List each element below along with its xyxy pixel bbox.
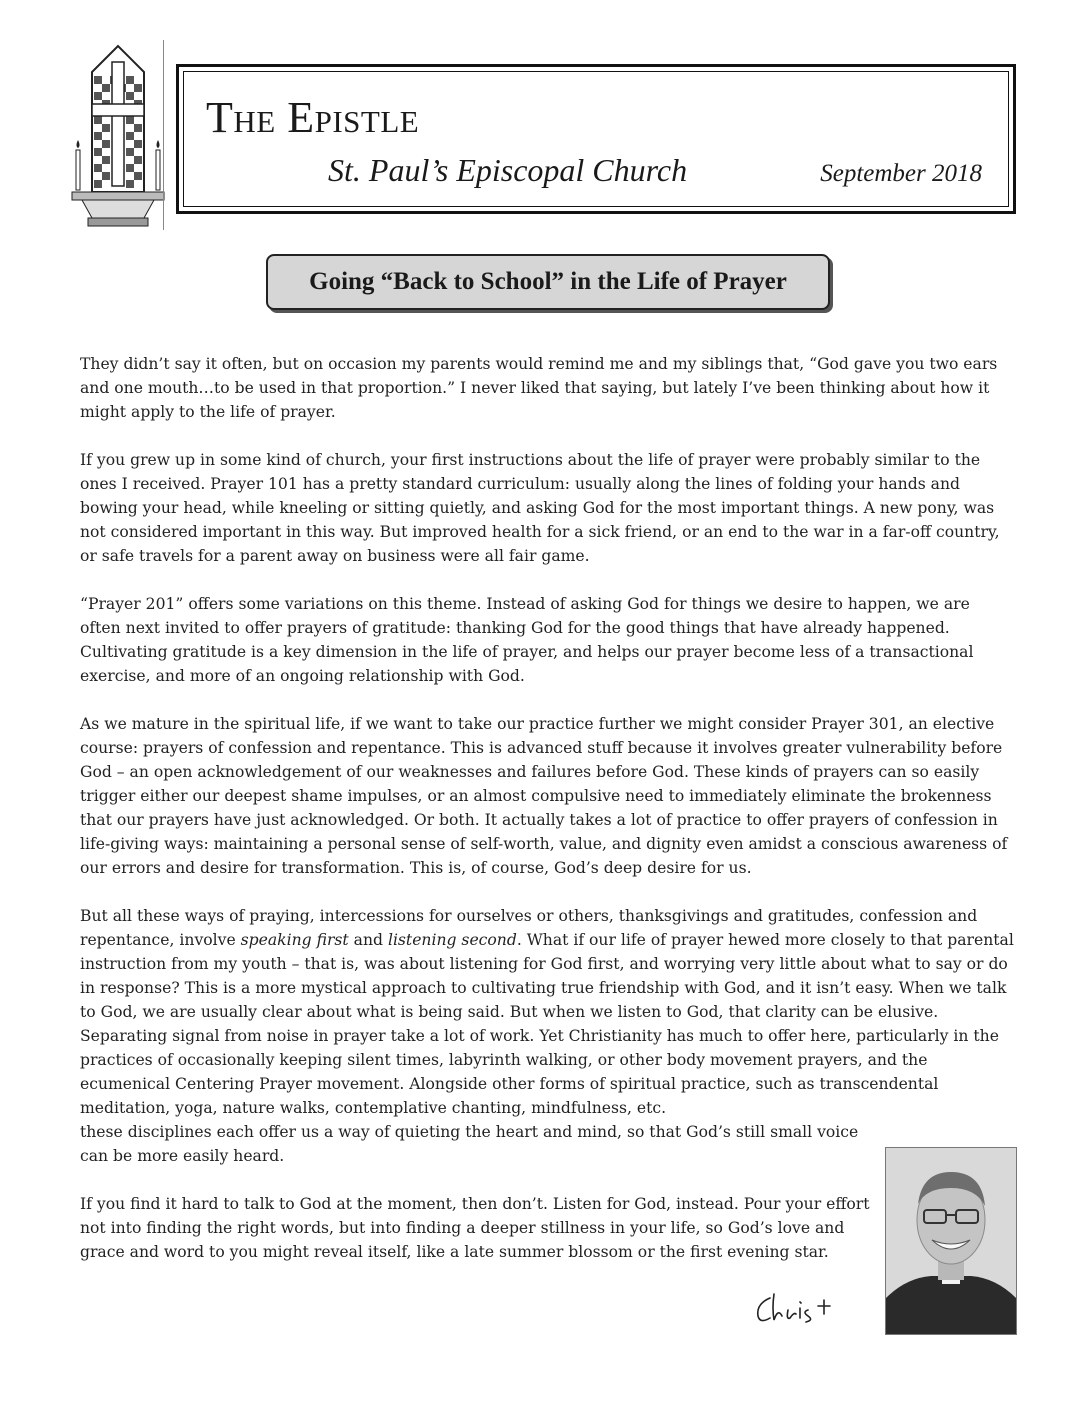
paragraph: “Prayer 201” offers some variations on this theme. Instead of asking God for things we desire to happen, we are often next invited to offer prayers of gratitude: thanking God for the good things that have already happened. Cultivating gratitude is a key dimension in the life of prayer, and helps our prayer become less of a transactional exercise, and more of an ongoing relationship with God. xyxy=(80,595,974,685)
church-name: St. Paul’s Episcopal Church xyxy=(328,152,688,188)
article-body xyxy=(80,352,1015,1264)
portrait-icon xyxy=(886,1148,1016,1334)
paragraph-text: and xyxy=(348,931,388,949)
headline-box xyxy=(266,254,830,310)
emphasis-listening-second: listening second xyxy=(387,931,517,949)
issue-date: September 2018 xyxy=(820,160,982,187)
emphasis-speaking-first: speaking first xyxy=(240,931,349,949)
paragraph-text: But all these ways of praying, intercessions for ourselves or others, thanksgivings and gratitudes, confession and repentance, involve xyxy=(80,907,978,949)
church-logo xyxy=(70,42,166,230)
paragraph xyxy=(80,904,1015,1168)
paragraph: They didn’t say it often, but on occasion my parents would remind me and my siblings that, “God gave you two ears and one mouth…to be used in that proportion.” I never liked that saying, but lately I’ve been thinking about how it might apply to the life of prayer. xyxy=(80,355,998,421)
paragraph: As we mature in the spiritual life, if we want to take our practice further we might consider Prayer 301, an elective course: prayers of confession and repentance. This is advanced stuff because it involves greater vulnerability before God – an open acknowledgement of our weaknesses and failures before God. These kinds of prayers can so easily trigger either our deepest shame impulses, or an almost compulsive need to immediately eliminate the brokenness that our prayers have just acknowledged. Or both. It actually takes a lot of practice to offer prayers of confession in life-giving ways: maintaining a personal sense of self-worth, value, and dignity even amidst a conscious awareness of our errors and desire for transformation. This is, of course, God’s deep desire for us. xyxy=(80,715,1008,877)
logo-divider xyxy=(163,40,164,230)
handwritten-signature-icon xyxy=(752,1290,852,1328)
masthead-inner-border xyxy=(183,71,1009,207)
article-headline: Going “Back to School” in the Life of Prayer xyxy=(309,268,787,295)
author-signature xyxy=(752,1290,852,1328)
paragraph-text: these disciplines each offer us a way of quieting the heart and mind, so that God’s still small voice can be more easily heard. xyxy=(80,1123,859,1165)
paragraph-text: . What if our life of prayer hewed more closely to that parental instruction from my youth – that is, was about listening for God first, and worrying very little about what to say or do in response? This is a more mystical approach to cultivating true friendship with God, and it isn’t easy. When we talk to God, we are usually clear about what is being said. But when we listen to God, that clarity can be elusive. Separating signal from noise in prayer take a lot of work. Yet Christianity has much to offer here, particularly in the practices of occasionally keeping silent times, labyrinth walking, or other body movement prayers, and the ecumenical Centering Prayer movement. Alongside other forms of spiritual practice, such as transcendental meditation, yoga, nature walks, contemplative chanting, mindfulness, etc. xyxy=(80,931,1014,1117)
paragraph: If you grew up in some kind of church, your first instructions about the life of prayer were probably similar to the ones I received. Prayer 101 has a pretty standard curriculum: usually along the lines of folding your hands and bowing your head, while kneeling or sitting quietly, and asking God for the most important things. A new pony, was not considered important in this way. But improved health for a sick friend, or an end to the war in a far-off country, or safe travels for a parent away on business were all fair game. xyxy=(80,451,1000,565)
author-photo xyxy=(885,1147,1017,1335)
paragraph: If you find it hard to talk to God at the moment, then don’t. Listen for God, instead. Pour your effort not into finding the right words, but into finding a deeper stillness in your life, so God’s love and grace and word to you might reveal itself, like a late summer blossom or the first evening star. xyxy=(80,1195,870,1261)
masthead xyxy=(176,64,1016,214)
church-window-cross-icon xyxy=(70,42,166,230)
newsletter-title: The Epistle xyxy=(206,93,420,142)
